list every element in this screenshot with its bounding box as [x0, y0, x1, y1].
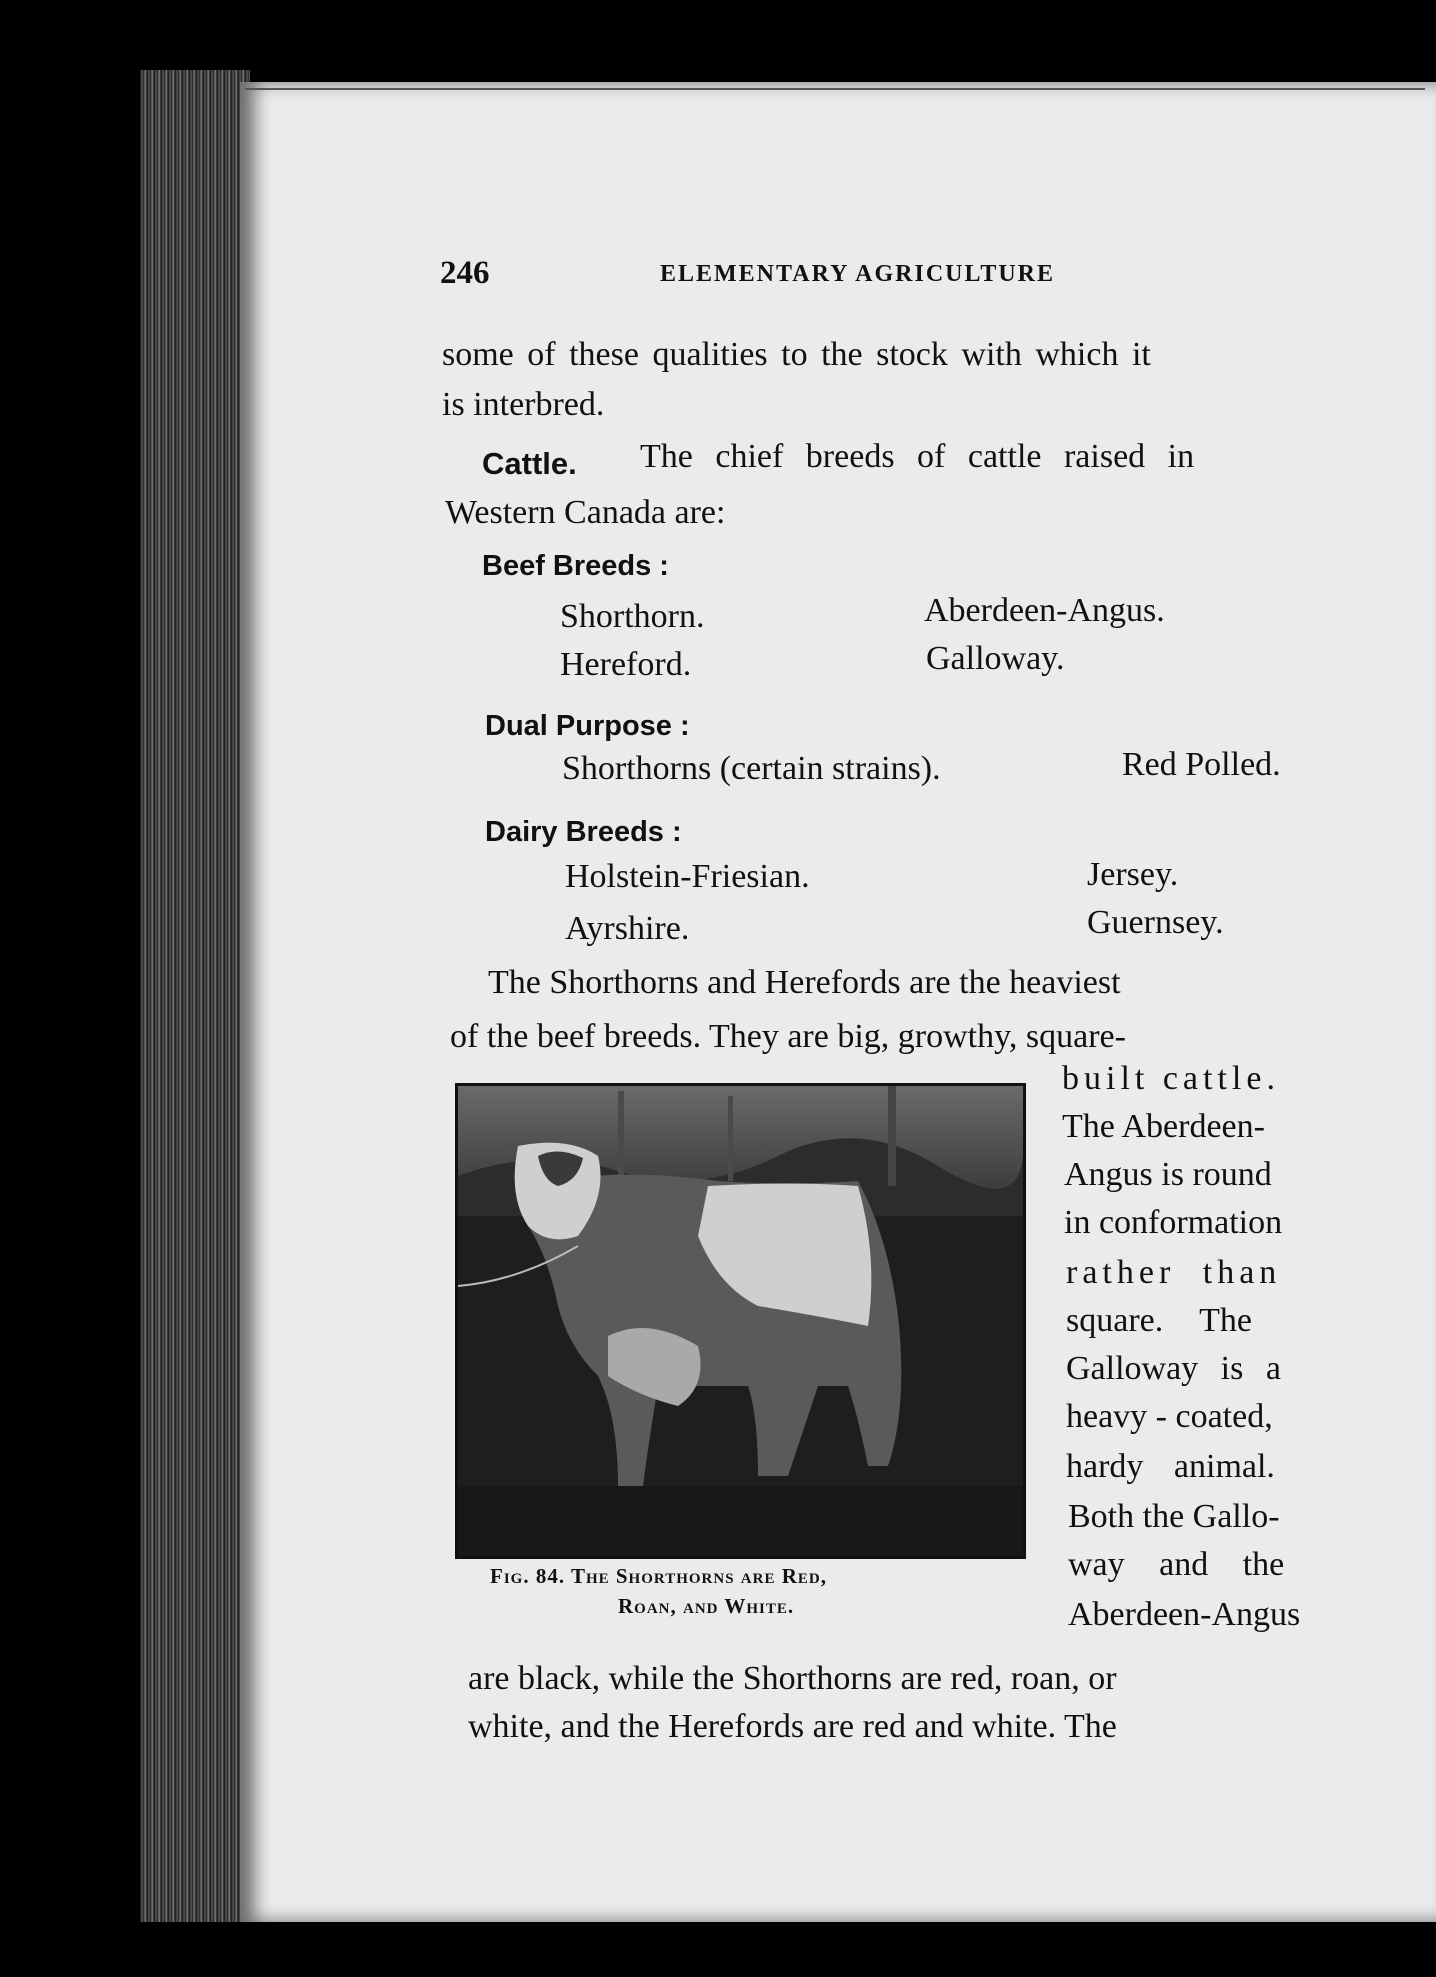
figure-caption-line-1: Fig. 84. The Shorthorns are Red, [490, 1564, 827, 1588]
text-line: Angus is round [1064, 1156, 1272, 1193]
breed-name: Aberdeen-Angus. [924, 592, 1165, 629]
text-line: white, and the Herefords are red and white. The [468, 1708, 1117, 1745]
text-line: Galloway is a [1066, 1350, 1281, 1387]
beef-breeds-heading: Beef Breeds : [482, 550, 669, 582]
section-heading-cattle: Cattle. [482, 446, 577, 481]
text-line: are black, while the Shorthorns are red, roan, or [468, 1660, 1117, 1697]
text-line: heavy - coated, [1066, 1398, 1273, 1435]
dual-purpose-heading: Dual Purpose : [485, 710, 690, 742]
breed-name: Jersey. [1087, 856, 1179, 893]
text-line: way and the [1068, 1546, 1285, 1583]
breed-name: Hereford. [560, 646, 692, 683]
cow-photo-image [458, 1086, 1023, 1556]
text-line: The Aberdeen- [1062, 1108, 1265, 1145]
text-line: hardy animal. [1066, 1448, 1275, 1485]
text-line: built cattle. [1062, 1060, 1280, 1097]
text-line: Western Canada are: [445, 494, 726, 531]
page-top-edge [245, 88, 1425, 90]
text-line: Aberdeen-Angus [1068, 1596, 1301, 1633]
scan-background [0, 1922, 1436, 1977]
text-line: of the beef breeds. They are big, growthy, square- [450, 1018, 1126, 1055]
text-line: Both the Gallo- [1068, 1498, 1280, 1535]
shorthorn-photograph [455, 1083, 1026, 1559]
text-line: square. The [1066, 1302, 1252, 1339]
text-line: in conformation [1064, 1204, 1283, 1241]
breed-name: Ayrshire. [565, 910, 690, 947]
text-line: is interbred. [442, 386, 605, 423]
dairy-breeds-heading: Dairy Breeds : [485, 816, 682, 848]
text-line: some of these qualities to the stock with which it [442, 336, 1151, 373]
breed-name: Shorthorn. [560, 598, 705, 635]
breed-name: Holstein-Friesian. [565, 858, 810, 895]
book-page-edges [140, 70, 250, 1930]
breed-name: Guernsey. [1087, 904, 1224, 941]
page-number: 246 [440, 255, 490, 291]
running-title: ELEMENTARY AGRICULTURE [660, 261, 1055, 287]
text-line: The Shorthorns and Herefords are the heaviest [488, 964, 1121, 1001]
breed-name: Shorthorns (certain strains). [562, 750, 941, 787]
text-line: rather than [1066, 1254, 1282, 1291]
breed-name: Galloway. [926, 640, 1065, 677]
text-line: The chief breeds of cattle raised in [640, 438, 1195, 475]
breed-name: Red Polled. [1122, 746, 1281, 783]
figure-caption-line-2: Roan, and White. [618, 1594, 795, 1618]
page-header [440, 255, 1320, 295]
